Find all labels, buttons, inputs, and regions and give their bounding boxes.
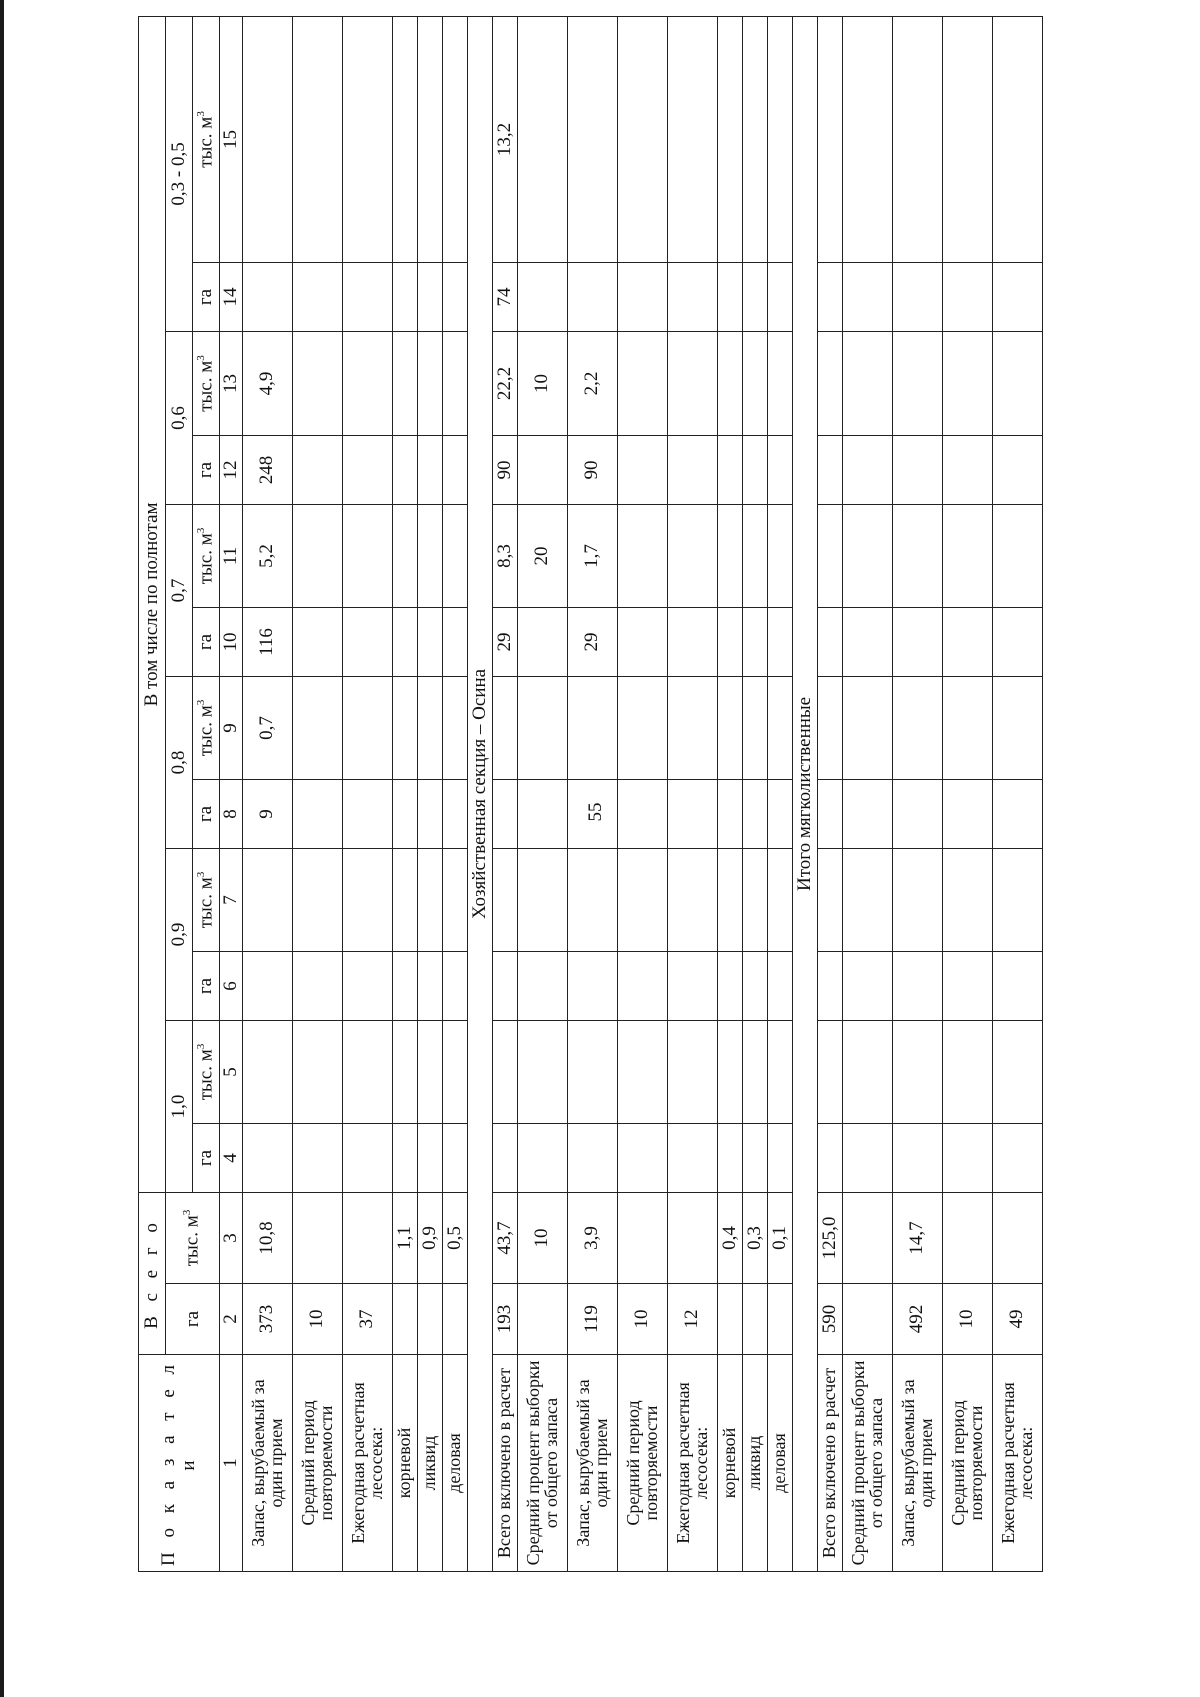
cell [517, 1124, 567, 1193]
col-number: 3 [220, 1193, 243, 1284]
unit-m3: тыс. $м^3$ [193, 1021, 220, 1124]
cell [492, 1124, 517, 1193]
cell-ha [842, 1284, 892, 1355]
cell [567, 849, 617, 952]
page-number: 55 [585, 802, 606, 822]
cell [242, 16, 292, 262]
cell-ha [442, 1284, 467, 1355]
header-density-5: 0,6 [166, 332, 193, 505]
cell: 10 [517, 332, 567, 436]
cell-ha: 49 [992, 1284, 1042, 1355]
row-label: Запас, вырубаемый за один прием [892, 1355, 942, 1572]
cell: 9 [242, 780, 292, 849]
cell-m3 [667, 1193, 717, 1284]
cell-ha: 590 [817, 1284, 842, 1355]
row-label: ликвид [742, 1355, 767, 1572]
cell-ha [767, 1284, 792, 1355]
header-density-6: 0,3 - 0,5 [166, 16, 193, 331]
col-number: 2 [220, 1284, 243, 1355]
cell: 90 [492, 436, 517, 505]
table-row [992, 16, 1042, 1571]
row-label: Запас, вырубаемый за один прием [567, 1355, 617, 1572]
cell-ha: 10 [942, 1284, 992, 1355]
cell [567, 677, 617, 780]
col-number: 12 [220, 436, 243, 505]
cell [492, 1021, 517, 1124]
cell [242, 952, 292, 1021]
cell-m3 [842, 1193, 892, 1284]
unit-m3: тыс. $м^3$ [193, 505, 220, 608]
cell [517, 263, 567, 332]
unit-ha: га [193, 780, 220, 849]
rotated-table-wrapper [138, 17, 1098, 1572]
unit-m3: тыс. $м^3$ [193, 677, 220, 780]
cell-ha: 492 [892, 1284, 942, 1355]
table-row [292, 16, 342, 1571]
cell [517, 1021, 567, 1124]
cell [242, 1124, 292, 1193]
table-row [892, 16, 942, 1571]
row-label: Средний период повторяемости [942, 1355, 992, 1572]
cell-m3 [942, 1193, 992, 1284]
unit-m3: тыс. $м^3$ [193, 849, 220, 952]
cell-ha [517, 1284, 567, 1355]
col-number: 15 [220, 16, 243, 262]
row-label: деловая [767, 1355, 792, 1572]
cell-ha [742, 1284, 767, 1355]
cell-ha: 10 [292, 1284, 342, 1355]
header-density-4: 0,7 [166, 505, 193, 677]
section-title-softwood-total: Итого мягколиственные [792, 16, 817, 1571]
cell [492, 677, 517, 780]
table-row [742, 16, 767, 1571]
cell [567, 1124, 617, 1193]
cell-m3: 10,8 [242, 1193, 292, 1284]
cell-m3 [292, 1193, 342, 1284]
cell-ha: 119 [567, 1284, 617, 1355]
unit-ha: га [193, 436, 220, 505]
header-total: В с е г о [139, 1193, 166, 1355]
cell-m3 [342, 1193, 392, 1284]
cell-m3: 0,9 [417, 1193, 442, 1284]
cell-m3: 3,9 [567, 1193, 617, 1284]
row-label: ликвид [417, 1355, 442, 1572]
cell [492, 952, 517, 1021]
header-total-ha: га [166, 1284, 220, 1355]
cell-ha [392, 1284, 417, 1355]
col-number: 6 [220, 952, 243, 1021]
cell: 20 [517, 505, 567, 608]
cell-ha: 373 [242, 1284, 292, 1355]
cell: 116 [242, 608, 292, 677]
table-row [667, 16, 717, 1571]
cell-m3: 125,0 [817, 1193, 842, 1284]
scan-edge [0, 0, 4, 1697]
col-number: 13 [220, 332, 243, 436]
table-row [417, 16, 442, 1571]
cell: 74 [492, 263, 517, 332]
table-row [842, 16, 892, 1571]
cell [242, 849, 292, 952]
col-number: 7 [220, 849, 243, 952]
row-label: Средний процент выборки от общего запаса [517, 1355, 567, 1572]
cell: 29 [492, 608, 517, 677]
cell-m3: 0,3 [742, 1193, 767, 1284]
cell: 0,7 [242, 677, 292, 780]
cell [242, 263, 292, 332]
row-label: Средний процент выборки от общего запаса [842, 1355, 892, 1572]
cell: 13,2 [492, 16, 517, 262]
cell [242, 1021, 292, 1124]
header-density-3: 0,8 [166, 677, 193, 849]
unit-ha: га [193, 1124, 220, 1193]
column-number-row [220, 16, 243, 1571]
cell [492, 780, 517, 849]
row-label: Запас, вырубаемый за один прием [242, 1355, 292, 1572]
row-label: Ежегодная расчетная лесосека: [342, 1355, 392, 1572]
header-by-density: В том числе по полнотам [139, 16, 166, 1192]
col-number: 9 [220, 677, 243, 780]
cell-ha [717, 1284, 742, 1355]
cell: 22,2 [492, 332, 517, 436]
col-number: 8 [220, 780, 243, 849]
row-label: корневой [392, 1355, 417, 1572]
cell [567, 16, 617, 262]
row-label: Ежегодная расчетная лесосека: [667, 1355, 717, 1572]
table-row [392, 16, 417, 1571]
header-total-m3: тыс. $м^3$ [166, 1193, 220, 1284]
cell-ha: 12 [667, 1284, 717, 1355]
header-density-2: 0,9 [166, 849, 193, 1021]
cell: 90 [567, 436, 617, 505]
row-label: Средний период повторяемости [617, 1355, 667, 1572]
table-row [817, 16, 842, 1571]
cell: 1,7 [567, 505, 617, 608]
col-number: 11 [220, 505, 243, 608]
row-label: корневой [717, 1355, 742, 1572]
cell: 2,2 [567, 332, 617, 436]
col-number: 5 [220, 1021, 243, 1124]
cell-m3: 14,7 [892, 1193, 942, 1284]
unit-ha: га [193, 608, 220, 677]
cell-m3: 10 [517, 1193, 567, 1284]
row-label: Средний период повторяемости [292, 1355, 342, 1572]
cell-ha: 37 [342, 1284, 392, 1355]
cell: 5,2 [242, 505, 292, 608]
header-indicators: П о к а з а т е л и [139, 1355, 220, 1572]
section-title-aspen: Хозяйственная секция – Осина [467, 16, 492, 1571]
row-label: Всего включено в расчет [817, 1355, 842, 1572]
cell [517, 436, 567, 505]
cell-m3: 43,7 [492, 1193, 517, 1284]
cell [492, 849, 517, 952]
unit-m3: тыс. $м^3$ [193, 332, 220, 436]
col-number: 1 [220, 1355, 243, 1572]
table-row [517, 16, 567, 1571]
cell-ha: 193 [492, 1284, 517, 1355]
table-row [242, 16, 292, 1571]
cell [567, 263, 617, 332]
cell: 4,9 [242, 332, 292, 436]
cell-m3: 0,4 [717, 1193, 742, 1284]
unit-ha: га [193, 952, 220, 1021]
cell [517, 952, 567, 1021]
cell [567, 1021, 617, 1124]
row-label: Всего включено в расчет [492, 1355, 517, 1572]
row-label: Ежегодная расчетная лесосека: [992, 1355, 1042, 1572]
cell [517, 16, 567, 262]
unit-ha: га [193, 263, 220, 332]
col-number: 4 [220, 1124, 243, 1193]
table-row [942, 16, 992, 1571]
table-row [442, 16, 467, 1571]
unit-m3: тыс. $м^3$ [193, 16, 220, 262]
cell [517, 780, 567, 849]
cell: 8,3 [492, 505, 517, 608]
cell-m3: 0,1 [767, 1193, 792, 1284]
cell-m3: 1,1 [392, 1193, 417, 1284]
col-number: 10 [220, 608, 243, 677]
cell-ha [417, 1284, 442, 1355]
col-number: 14 [220, 263, 243, 332]
cell: 29 [567, 608, 617, 677]
table-row [767, 16, 792, 1571]
table-row [617, 16, 667, 1571]
cell-ha: 10 [617, 1284, 667, 1355]
cell-m3 [992, 1193, 1042, 1284]
cell [517, 677, 567, 780]
table-row [717, 16, 742, 1571]
cell: 248 [242, 436, 292, 505]
table-row [492, 16, 517, 1571]
header-density-1: 1,0 [166, 1021, 193, 1193]
cell-m3: 0,5 [442, 1193, 467, 1284]
row-label: деловая [442, 1355, 467, 1572]
table-row [342, 16, 392, 1571]
cell [517, 608, 567, 677]
cell [517, 849, 567, 952]
cell-m3 [617, 1193, 667, 1284]
cell [567, 952, 617, 1021]
